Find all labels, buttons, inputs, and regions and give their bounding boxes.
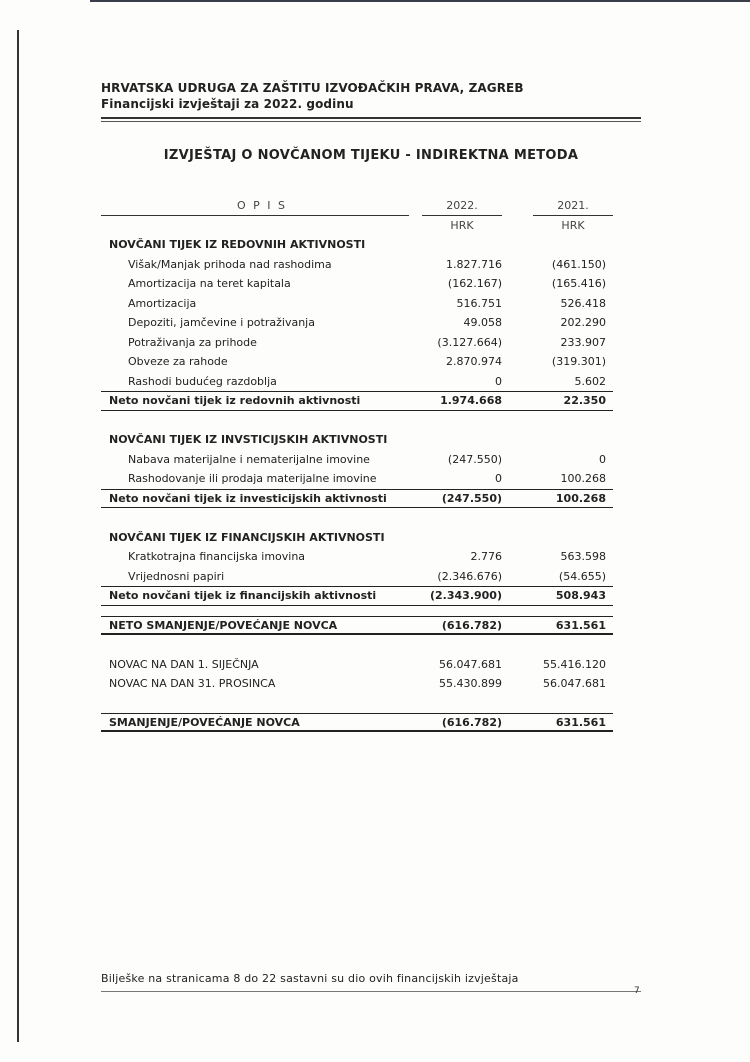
currency-2021: HRK [561,218,585,232]
table-row: Višak/Manjak prihoda nad rashodima 1.827.716 (461.150) [128,257,606,271]
table-row: Nabava materijalne i nematerijalne imovine (247.550) 0 [128,452,606,466]
section-heading: NOVČANI TIJEK IZ INVSTICIJSKIH AKTIVNOSTI [109,433,388,446]
cash-flow-table [101,196,613,732]
table-row: Amortizacija na teret kapitala (162.167) (165.416) [128,277,606,290]
currency-row [101,216,613,236]
net-change-row: NETO SMANJENJE/POVEĆANJE NOVCA (616.782) 631.561 [101,616,613,636]
column-header-2022: 2022. [446,199,478,212]
table-row: Rashodi budućeg razdoblja 0 5.602 [128,374,606,388]
organization-name: HRVATSKA UDRUGA ZA ZAŠTITU IZVOĐAČKIH PRAVA, ZAGREB [101,81,524,95]
table-row: Kratkotrajna financijska imovina 2.776 563.598 [128,550,606,563]
table-row: Depoziti, jamčevine i potraživanja 49.058 202.290 [128,316,606,329]
column-header-2021: 2021. [557,199,589,212]
cash-start-row: NOVAC NA DAN 1. SIJEČNJA 56.047.681 55.416.120 [109,657,606,671]
section-total-row: Neto novčani tijek iz redovnih aktivnosti 1.974.668 22.350 [101,391,613,411]
table-row: Vrijednosni papiri (2.346.676) (54.655) [128,569,606,583]
column-header-opis: O P I S [236,199,287,212]
cash-end-row: NOVAC NA DAN 31. PROSINCA 55.430.899 56.047.681 [109,677,606,690]
footer-note: Bilješke na stranicama 8 do 22 sastavni su dio ovih financijskih izvještaja [101,972,519,985]
page-number: 7 [634,986,640,996]
section-heading: NOVČANI TIJEK IZ FINANCIJSKIH AKTIVNOSTI [109,530,385,544]
page-title: IZVJEŠTAJ O NOVČANOM TIJEKU - INDIREKTNA METODA [163,148,579,163]
left-margin-line [17,30,19,1042]
table-row: Rashodovanje ili prodaja materijalne imovine 0 100.268 [128,472,606,485]
header-rule [101,117,641,119]
column-header-row [101,196,613,216]
footer-rule [101,991,641,992]
report-subtitle: Financijski izvještaji za 2022. godinu [101,97,354,111]
final-change-row: SMANJENJE/POVEĆANJE NOVCA (616.782) 631.561 [101,713,613,733]
top-border [90,0,750,2]
document-header [101,80,524,112]
section-total-row: Neto novčani tijek iz investicijskih aktivnosti (247.550) 100.268 [101,489,613,509]
currency-2022: HRK [450,218,474,232]
section-heading: NOVČANI TIJEK IZ REDOVNIH AKTIVNOSTI [109,238,366,251]
table-row: Potraživanja za prihode (3.127.664) 233.907 [128,335,606,349]
table-row: Amortizacija 516.751 526.418 [128,296,606,310]
section-total-row: Neto novčani tijek iz financijskih aktivnosti (2.343.900) 508.943 [101,586,613,606]
table-row: Obveze za rahode 2.870.974 (319.301) [128,355,606,368]
header-rule-thin [101,121,641,122]
